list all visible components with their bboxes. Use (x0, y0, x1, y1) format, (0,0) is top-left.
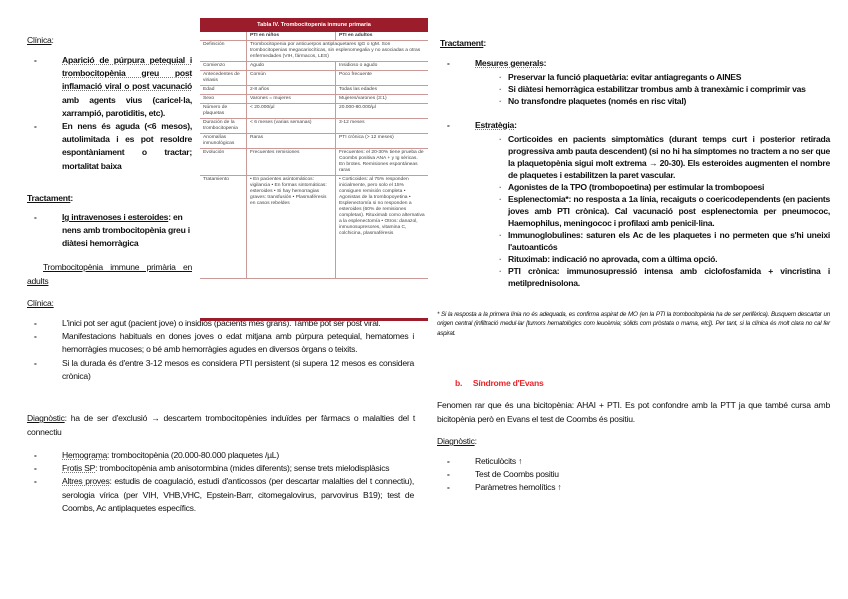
adults-heading: Trombocitopènia immune primària en adults (27, 262, 192, 286)
table-header: PTI en niños (247, 32, 336, 41)
table-cell: Poco frecuente (336, 71, 429, 86)
table-row (200, 71, 428, 86)
list-item: - Manifestacions habituals en dones joves o edat mitjana amb púrpura petequial, hematomes i hemorràgies mucoses; o bé amb hemorràgies agudes en diversos òrgans o teixits. (62, 330, 414, 356)
table-cell: < 20.000/µl (247, 104, 336, 119)
list-item: - Estratègia: (475, 119, 830, 132)
table-cell: Frecuentes: el 20-30% tiene prueba de Coombs positiva ANA + y Ig séricas. En brotes. Remisiones espontáneas raras (336, 149, 429, 176)
list-item: - Test de Coombs positiu (475, 468, 775, 481)
list-item: · Corticoides en pacients simptomàtics (durant temps curt i posterior retirada progressiva amb pauta descendent) (si no hi ha símptomes no tractem a no ser que la plaquetopènia sigui molt extrema → 20-30). Els esteroides augmenten el nombre de plaquetes i estabilitzen la paret vascular. (508, 133, 830, 181)
list-item: · PTI crònica: immunosupressió intensa amb ciclofosfamida + vincristina i metilprednisolona. (508, 265, 830, 289)
table-cell: Común (247, 71, 336, 86)
table-cell: Mujeres/varones (3:1) (336, 95, 429, 104)
table-cell: 2-8 años (247, 86, 336, 95)
table-cell: Raras (247, 134, 336, 149)
list-item: - Frotis SP: trombocitopènia amb anisotormbina (mides diferents); sense trets mielodisplàsics (62, 462, 414, 475)
list-item: · Si diàtesi hemorràgica estabilitzar trombus amb à tranexàmic i comprimir vas (508, 83, 830, 95)
clinica2-list (62, 317, 414, 383)
table-cell: Tratamiento (200, 176, 247, 279)
evans-heading: b. Síndrome d'Evans (455, 378, 544, 388)
evans-diagnostic-list (475, 455, 775, 495)
table-row (200, 41, 428, 62)
table-cell: • En pacientes asintomáticos: vigilancia • En formas sintomáticas: esteroides • Si hay hemorragias graves: transfusión • Plasmaféresis en casos rebeldes (247, 176, 336, 279)
list-item: · Immunoglobulines: saturen els Ac de les plaquetes i no permeten que s'hi uneixi l'autoanticós (508, 229, 830, 253)
list-item: - Ig intravenoses i esteroides: en nens amb trombocitopènia greu i diàtesi hemorràgica (62, 211, 192, 251)
right-tractament-heading: Tractament: (440, 38, 486, 48)
evans-diagnostic-heading: Diagnòstic: (437, 436, 477, 446)
list-item: · Esplenectomia*: no resposta a 1a línia, recaiguts o coericodependents (en pacients joves amb PTI crònica). Cal vacunació post esplenectomia per pneumococ, Haemophilus, meningococ i profilaxi amb penicil·lina. (508, 193, 830, 229)
list-item: · Agonistes de la TPO (trombopoetina) per estimular la trombopoesi (508, 181, 830, 193)
table-row (200, 119, 428, 134)
clinica-heading: Clínica: (27, 35, 54, 45)
diagnostic-paragraph: Diagnòstic: ha de ser d'exclusió → descartem trombocitopènies induïdes per fàrmacs o malalties del t connectiu (27, 413, 415, 437)
table-cell: Todas las edades (336, 86, 429, 95)
list-item: - Paràmetres hemolítics ↑ (475, 481, 775, 494)
tractament-heading: Tractament: (27, 193, 73, 203)
list-item: - Hemograma: trombocitopènia (20.000-80.000 plaquetes /µL) (62, 449, 414, 462)
ptm-table (200, 18, 428, 279)
table-cell: Varones = mujeres (247, 95, 336, 104)
table-cell: < 6 meses (varias semanas) (247, 119, 336, 134)
table-cell: Antecedentes de viriasis (200, 71, 247, 86)
table-row (200, 149, 428, 176)
table-title: Tabla IV. Trombocitopenia inmune primaria (200, 18, 428, 32)
list-item: · Preservar la funció plaquetària: evitar antiagregants o AINES (508, 71, 830, 83)
table-row (200, 176, 428, 279)
table-row (200, 62, 428, 71)
table-cell: Número de plaquetas (200, 104, 247, 119)
diagnostic-list (62, 449, 414, 515)
list-item: - Altres proves: estudis de coagulació, estudi d'anticossos (per descartar malalties del t connectiu), serologia vírica (per VIH, VHB,VHC, Epstein-Barr, citomegalovirus, parvovirus B19); test de Coombs, Ac antiplaquetes específics. (62, 475, 414, 515)
table-row (200, 86, 428, 95)
table-cell: Frecuentes remisiones (247, 149, 336, 176)
list-item: - Aparició de púrpura petequial i trombocitopènia greu post inflamació viral o post vacunació amb agents vius (caricel·la, xarrampió, parotiditis, etc). (62, 54, 192, 120)
table-cell: Duración de la trombocitopenia (200, 119, 247, 134)
table-cell: Agudo (247, 62, 336, 71)
table-row (200, 104, 428, 119)
table-cell: Definición (200, 41, 247, 62)
table-header (200, 32, 247, 41)
footnote: * Si la resposta a la primera línia no és adequada, es confirma aspirat de MO (en la PTI la trombocitopènia ha de ser perifèrica). Busquem descartar un origen central (infiltració medul·lar [tumors hematològics com leucèmia; sòlids com pròstata o mama, etc]). Per tant, si la clínica és molt clara no cal fer aspirat. (437, 311, 830, 337)
ptm-table-image (200, 18, 428, 321)
list-item: - Mesures generals: (475, 57, 830, 70)
list-item: · No transfondre plaquetes (només en risc vital) (508, 95, 830, 107)
tractament-list (62, 211, 192, 251)
table-cell: Edad (200, 86, 247, 95)
table-cell: Trombocitopenia por anticuerpos antiplaquetares IgG o IgM. Son trombocitopenias megacariocíticas, sin esplenomegalia y no asociadas a otras enfermedades (VIH, fármacos, LES) (247, 41, 429, 62)
list-item: · Rituximab: indicació no aprovada, com a última opció. (508, 253, 830, 265)
list-item: - En nens és aguda (<6 mesos), autolimitada i es pot resoldre espontàniament o tractar; mortalitat baixa (62, 120, 192, 173)
table-row (200, 134, 428, 149)
table-cell: • Corticoides: al 75% responden inicialmente, pero solo el 15% consiguen remisión completa • Agonistas de la trombopoyetina • Esplenectomía si no responden a esteroides (60% de remisiones completas). Rituximab como alternativa a la esplenectomía • Otros: danazol, inmunosupresores, vitamina C, colchicina, plasmaféresis (336, 176, 429, 279)
table-row (200, 95, 428, 104)
estrategia-items (508, 133, 830, 289)
table-cell: Insidioso o agudo (336, 62, 429, 71)
evans-text: Fenomen rar que és una bicitopènia: AHAI + PTI. Es pot confondre amb la PTT ja que també cursa amb bicitopènia però en Evans el test de Coombs és positiu. (437, 400, 830, 424)
estrategia-list (475, 119, 830, 132)
table-cell: PTI crónica (> 12 meses) (336, 134, 429, 149)
table-cell: Comienzo (200, 62, 247, 71)
table-cell: 20.000-80.000/µl (336, 104, 429, 119)
table-cell: Evolución (200, 149, 247, 176)
table-cell: Sexo (200, 95, 247, 104)
table-cell: Anomalías inmunológicas (200, 134, 247, 149)
clinica-list (62, 54, 192, 173)
mesures-list (475, 57, 830, 70)
table-cell: 3-12 meses (336, 119, 429, 134)
list-item: - L'inici pot ser agut (pacient jove) o insidiós (pacients més grans). També pot ser post viral. (62, 317, 414, 330)
clinica2-heading: Clínica: (27, 298, 54, 308)
mesures-items (508, 71, 830, 107)
list-item: - Reticulòcits ↑ (475, 455, 775, 468)
table-header: PTI en adultos (336, 32, 429, 41)
list-item: - Si la durada és d'entre 3-12 mesos es considera PTI persistent (si supera 12 mesos es considera crònica) (62, 357, 414, 383)
